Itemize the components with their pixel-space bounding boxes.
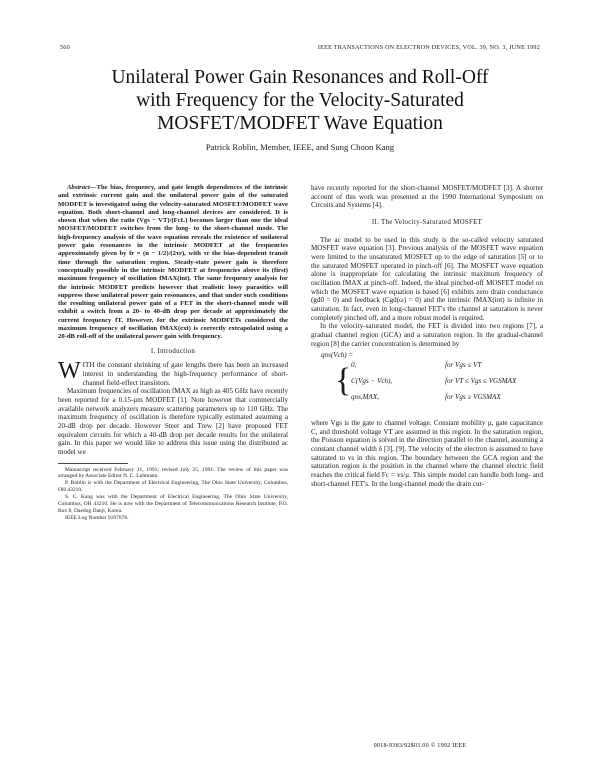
equation-case-2-condition: for VT ≤ Vgs ≤ VGSMAX	[445, 377, 517, 386]
section2-paragraph-1: The ac model to be used in this study is the so-called velocity saturated MOSFET wave equation [3]. Previous analysis of the MOSFET wave equation were limited to the unsaturated MOSFET up to the edge of saturation [5] or to the saturated MOSFET operated in pinch-off [6]. The MOSFET wave equation alone is inappropriate for calculating the intrinsic maximum frequency of oscillation fMAX at pinch-off. Indeed, the ideal pinched-off MOSFET model on which the MOSFET wave equation is based [6] exhibits zero drain conductance (gd0 = 0) and feedback (Cgd(ω) = 0) and the intrinsic fMAX(int) is infinite in saturation. In fact, even in long-channel FET's the channel at saturation is never completely pinched off, and a more robust model is required.	[311, 235, 543, 322]
equation-case-3-value: qns,MAX,	[351, 393, 379, 402]
equation-brace: {	[335, 362, 352, 400]
carrier-concentration-equation	[311, 351, 543, 411]
copyright-line: 0018-9383/92$03.00 © 1992 IEEE	[373, 742, 467, 749]
equation-lhs: qns(Vch) =	[321, 351, 354, 360]
abstract-text: The bias, frequency, and gate length dependences of the intrinsic and extrinsic current gain and the unilateral power gain of the saturated MODFET is investigated using the velocity-saturated MOSFET/MODFET wave equation. Both short-channel and long-channel devices are considered. It is shown that when the ratio (Vgs − VT)/(FcL) becomes larger than one the ideal MOSFET/MODFET switches from the long- to the short-channel mode. The high-frequency analysis of the wave equation reveals the existence of unilateral power gain resonances in the intrinsic MODFET at the frequencies approximately given by fr = (n − 1/2)/(2τr), with τr the bias-dependent transit time through the saturation region. Steady-state power gain is therefore conceptually possible in the intrinsic MODFET at frequencies above its (first) maximum frequency of oscillation fMAX(int). The same frequency analysis for the intrinsic MODFET predicts however that realistic lossy parasitics will suppress these unilateral power gain resonances, and that under such conditions the resulting unilateral power gain of a FET in the short-channel mode will exhibit a switch from a 20- to 40-dB drop per decade at approximately the current frequency fT. However, for the extrinsic MODFETs considered the maximum frequency of oscillation fMAX(ext) is correctly extrapolated using a 20-dB roll-off of the unilateral power gain with frequency.	[58, 184, 288, 341]
section-heading-introduction: I. Introduction	[150, 347, 196, 355]
footnote-log-number: IEEE Log Number 9107878.	[65, 514, 129, 521]
equation-case-1-value: 0,	[351, 361, 357, 370]
footnote-rule	[58, 463, 128, 464]
abstract	[58, 184, 288, 342]
journal-title: IEEE TRANSACTIONS ON ELECTRON DEVICES, VOL. 39, NO. 3, JUNE 1992	[317, 44, 540, 51]
running-header	[60, 44, 540, 56]
title-line-1: Unilateral Power Gain Resonances and Roll-Off	[111, 67, 489, 88]
equation-case-2-value: C(Vgs − Vch),	[351, 377, 393, 386]
footnote-received: Manuscript received February 11, 1991; revised July 25, 1991. The review of this paper was arranged by Associate Editor N. C. Luhmann.	[58, 466, 288, 480]
section2-paragraph-3: where Vgs is the gate to channel voltage. Constant mobility μ, gate capacitance C, and threshold voltage VT are assumed in this region. In the saturation region, the Poisson equation is solved in the direction parallel to the channel, assuming a constant channel width δ [3], [9]. The velocity of the electron is assumed to have saturated to vs in this region. The boundary between the GCA region and the saturation region is the position in the channel where the channel electric field reaches the critical field Fc = vs/μ. This simple model can handle both long- and short-channel FET's. In the long-channel mode the drain cur-	[311, 419, 543, 488]
footnote-author-1: P. Roblin is with the Department of Electrical Engineering, The Ohio State University, Columbus, OH 43210.	[58, 480, 288, 494]
intro-paragraph-1-text: ITH the constant shrinking of gate lengths there has been an increased interest in understanding the high-frequency performance of short-channel field-effect transistors.	[82, 361, 288, 387]
intro-paragraph-2: Maximum frequencies of oscillation fMAX as high as 405 GHz have recently been reported for a 0.15-μm MODFET [1]. Note however that commercially available network analyzers measure scattering parameters up to 110 GHz. The maximum frequency of oscillation is therefore typically estimated assuming a 20-dB drop per decade. However Steer and Trew [2] have proposed FET equivalent circuits for which a 40-dB drop per decade results for the unilateral gain. In this paper we would like to address this issue using the distributed ac model we	[58, 387, 288, 456]
equation-case-1-condition: for Vgs ≤ VT	[445, 361, 482, 370]
section2-paragraph-2: In the velocity-saturated model, the FET is divided into two regions [7], a gradual channel region (GCA) and a saturation region. In the gradual-channel region [8] the carrier concentration is determined by	[311, 322, 543, 348]
footnotes	[58, 467, 288, 522]
author-line: Patrick Roblin, Member, IEEE, and Sung Choon Kang	[205, 142, 395, 152]
section-heading-velocity-saturated: II. The Velocity-Saturated MOSFET	[371, 218, 483, 226]
page-number: 560	[60, 44, 70, 51]
intro-paragraph-1	[58, 358, 288, 387]
abstract-label: Abstract—	[67, 184, 97, 191]
title-line-3: MOSFET/MODFET Wave Equation	[157, 113, 443, 134]
intro-continuation: have recently reported for the short-channel MOSFET/MODFET [3]. A shorter account of this work was presented at the 1990 International Symposium on Circuits and Systems [4].	[311, 184, 543, 210]
equation-case-2	[351, 377, 517, 386]
right-column	[311, 184, 543, 488]
footnote-author-2: S. C. Kang was with the Department of Electrical Engineering, The Ohio State University, Columbus, OH 43210. He is now with the Department of Telecommunications Research Institute, P.O. Box 8, Daedog Danji, Korea.	[58, 494, 288, 514]
equation-case-1	[351, 361, 482, 370]
title-line-2: with Frequency for the Velocity-Saturated	[136, 90, 464, 111]
paper-title	[40, 66, 560, 135]
left-column	[58, 184, 288, 522]
drop-cap: W	[58, 358, 81, 385]
equation-case-3-condition: for Vgs ≥ VGSMAX	[445, 393, 501, 402]
equation-case-3	[351, 393, 501, 402]
